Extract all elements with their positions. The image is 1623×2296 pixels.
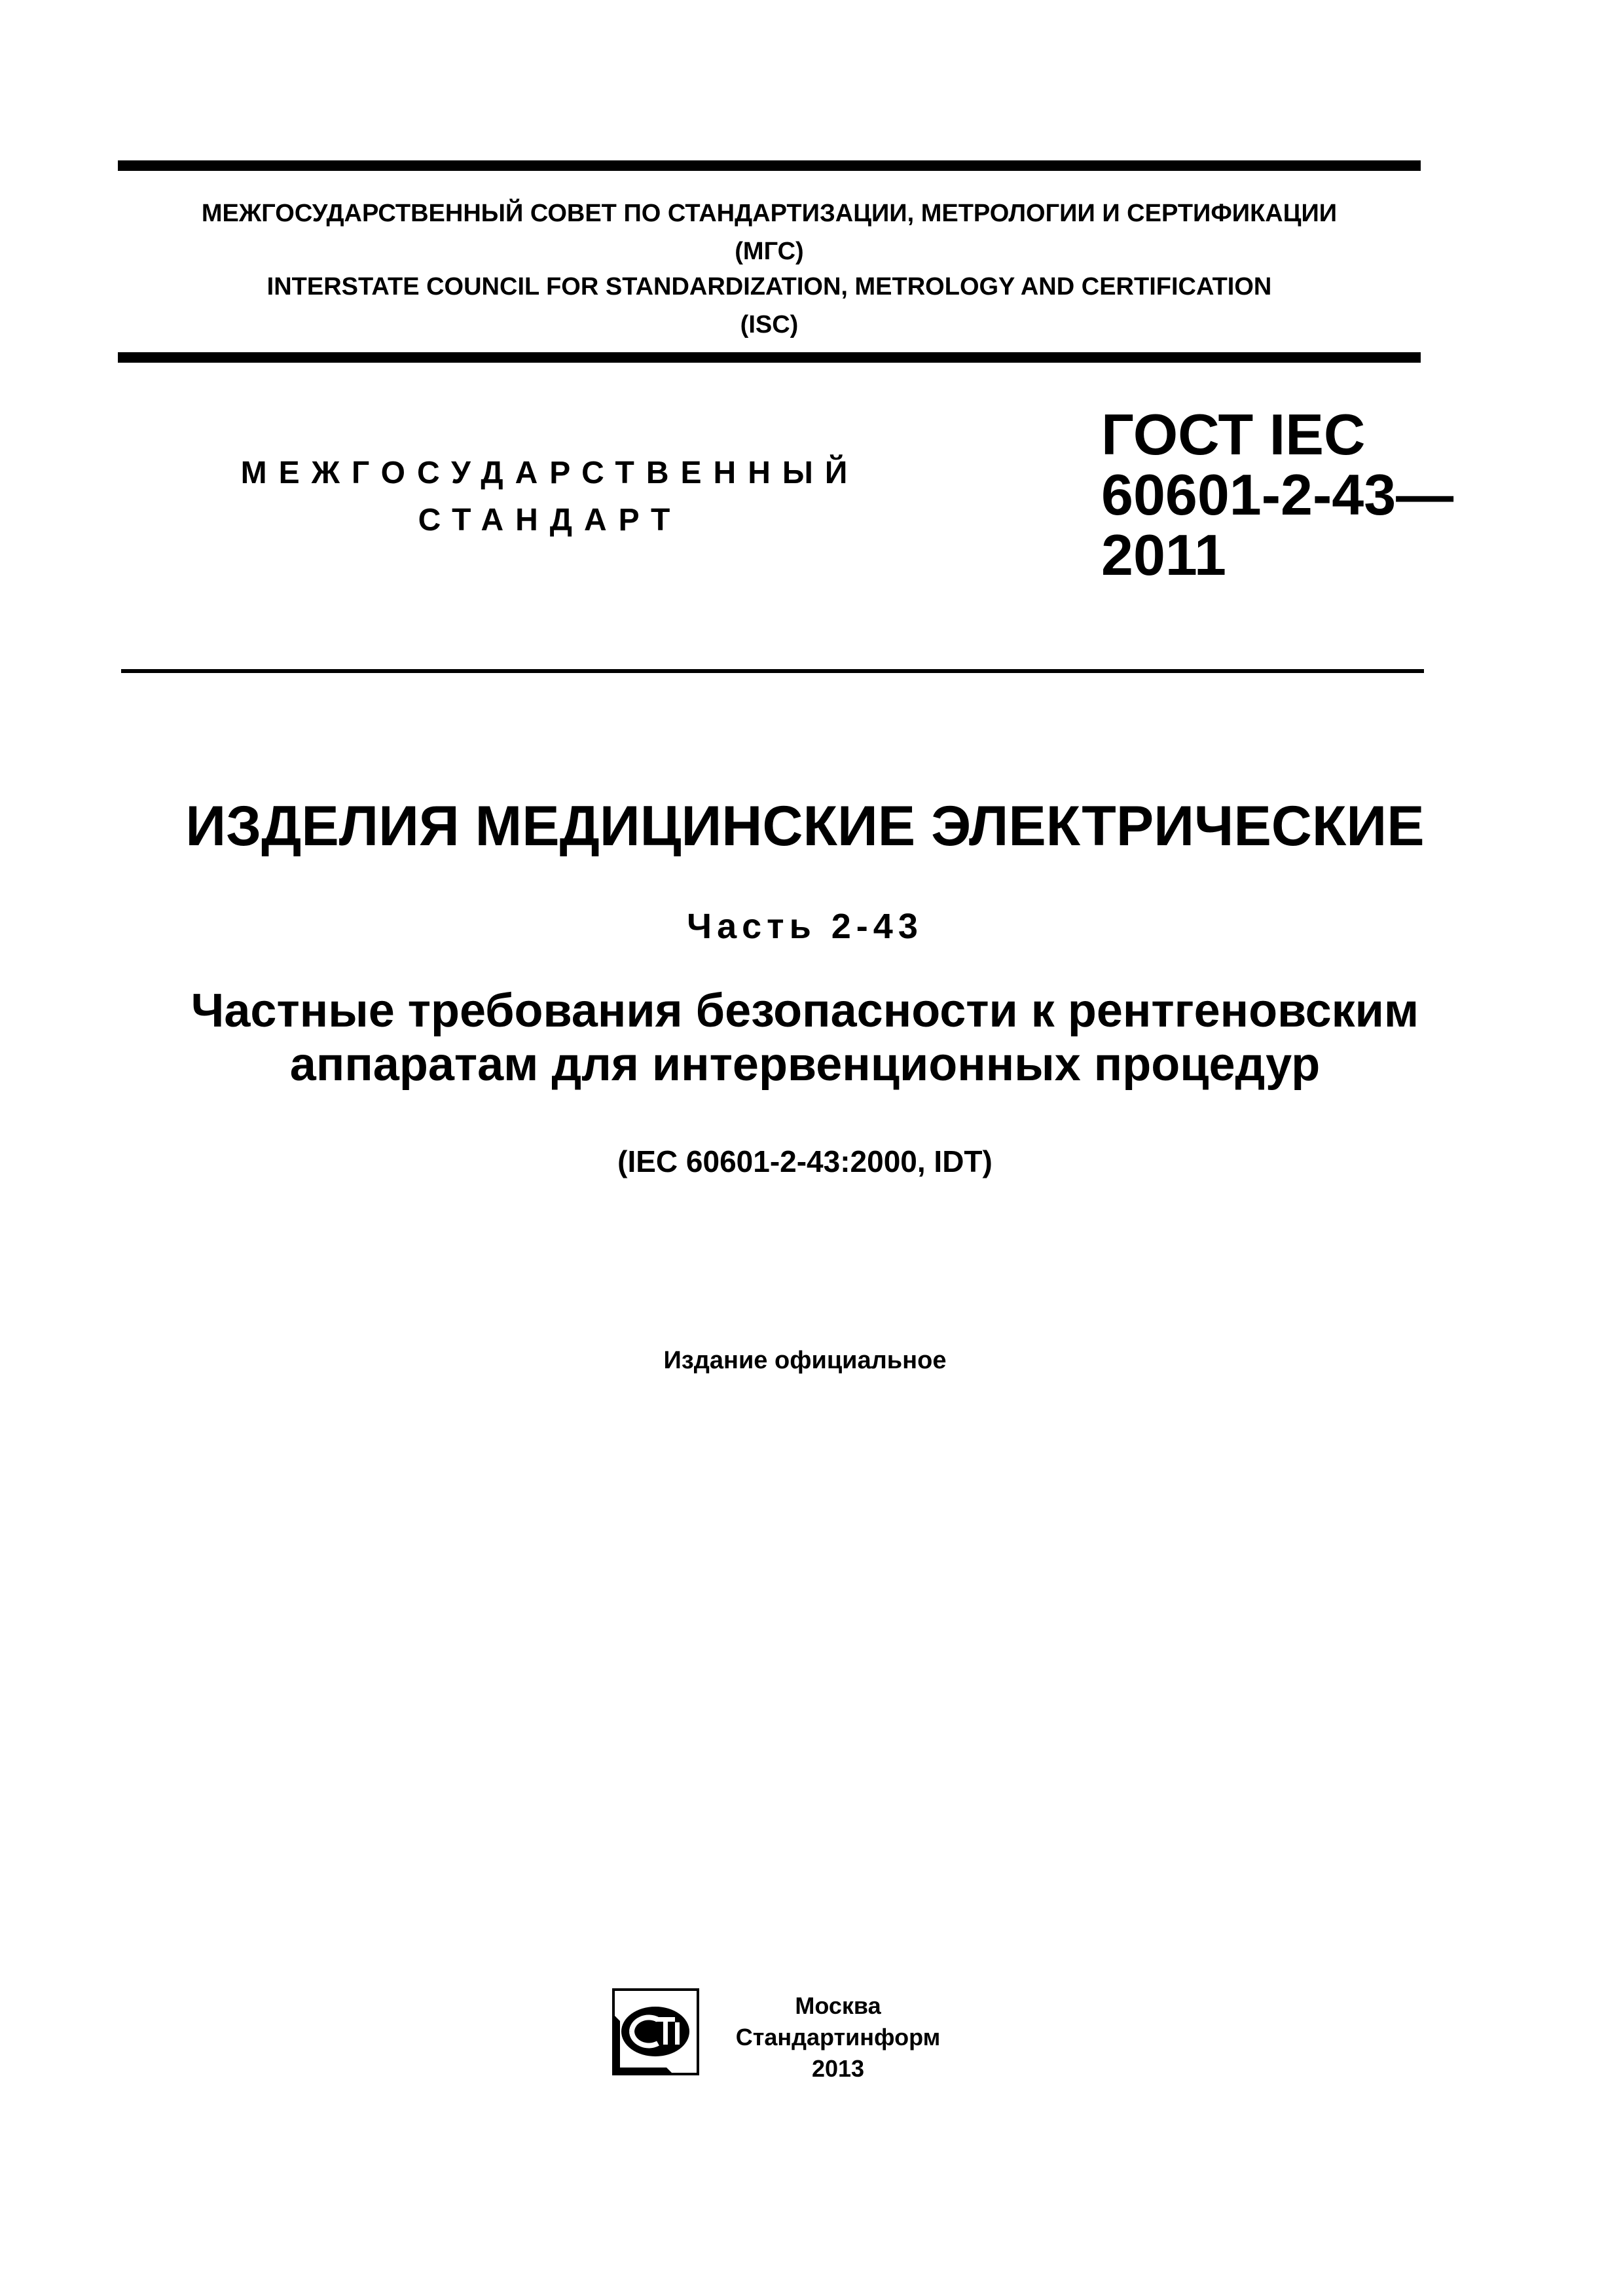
standard-kind-line1: МЕЖГОСУДАРСТВЕННЫЙ <box>240 456 860 490</box>
title-top-rule <box>121 669 1424 673</box>
council-en-abbr: (ISC) <box>740 311 799 338</box>
part-number: Часть 2-43 <box>687 907 923 946</box>
subtitle-line1: Частные требования безопасности к рентгеновским <box>191 985 1419 1037</box>
publisher-name: Стандартинформ <box>735 2024 941 2050</box>
document-title: ИЗДЕЛИЯ МЕДИЦИНСКИЕ ЭЛЕКТРИЧЕСКИЕ <box>185 795 1425 858</box>
standard-number-line2: 60601-2-43— <box>1101 462 1454 527</box>
top-rule <box>118 160 1421 171</box>
standartinform-logo-icon <box>612 1988 699 2075</box>
publisher-city: Москва <box>795 1992 881 2019</box>
iec-reference: (IEC 60601-2-43:2000, IDT) <box>617 1144 993 1178</box>
publisher-year: 2013 <box>811 2055 865 2082</box>
council-ru: МЕЖГОСУДАРСТВЕННЫЙ СОВЕТ ПО СТАНДАРТИЗАЦИИ, МЕТРОЛОГИИ И СЕРТИФИКАЦИИ <box>201 200 1338 227</box>
subtitle-line2: аппаратам для интервенционных процедур <box>289 1038 1321 1091</box>
council-ru-abbr: (МГС) <box>735 238 804 265</box>
standard-kind-line2: СТАНДАРТ <box>418 503 682 538</box>
header-bottom-rule <box>118 352 1421 363</box>
council-en: INTERSTATE COUNCIL FOR STANDARDIZATION, METROLOGY AND CERTIFICATION <box>266 273 1272 301</box>
standard-number-line1: ГОСТ IEC <box>1101 402 1366 467</box>
edition-label: Издание официальное <box>663 1347 947 1374</box>
standard-number-line3: 2011 <box>1101 522 1226 587</box>
